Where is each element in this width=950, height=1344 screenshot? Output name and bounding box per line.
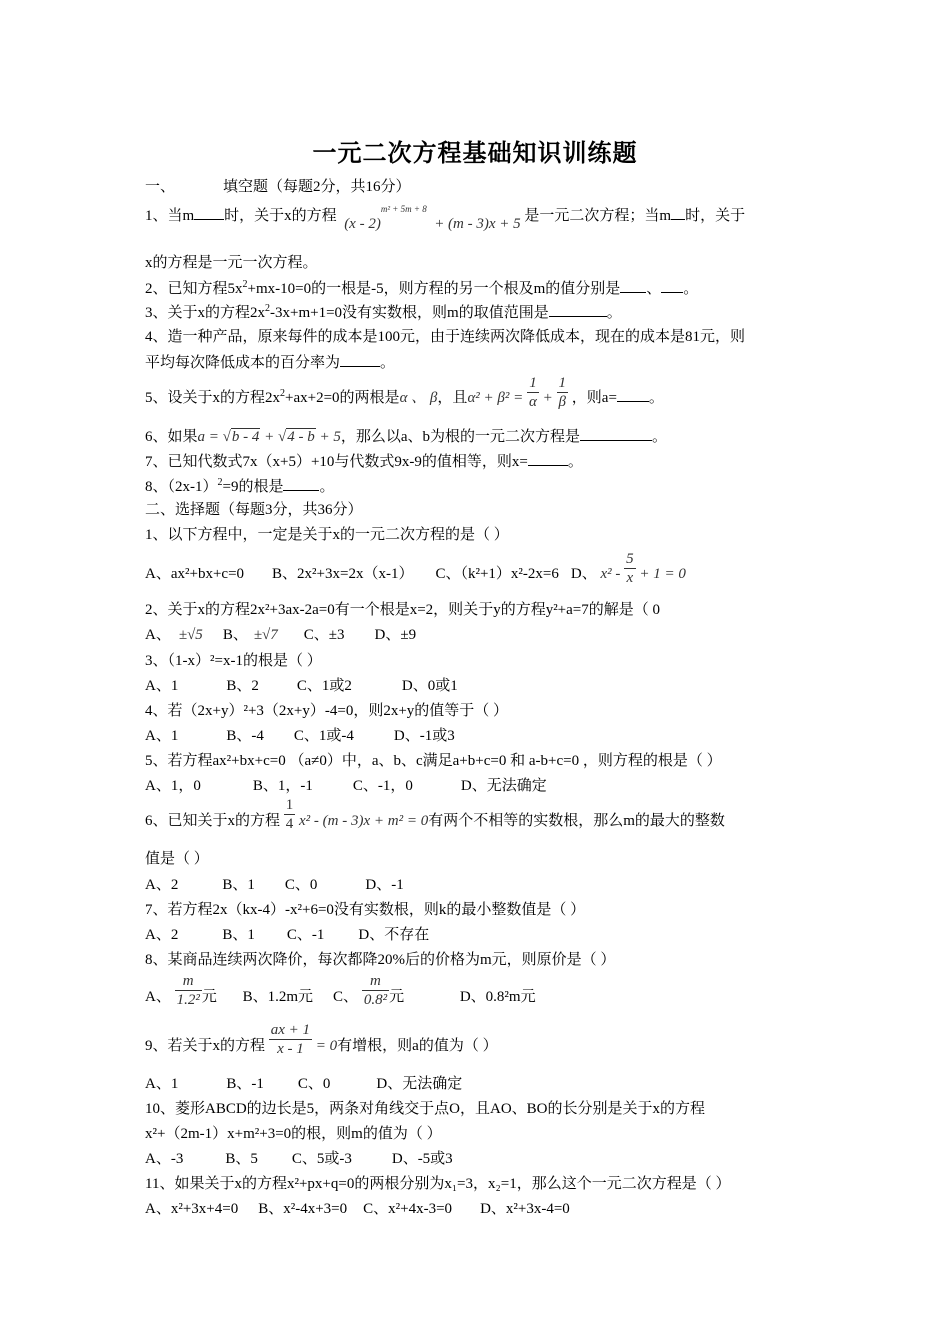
fill-q3: 3、关于x的方程$2x^2-3x+m+1=0$没有实数根，则m的取值范围是 。 [145,303,622,321]
section1-heading: 一、 填空题（每题2分，共16分） [145,179,411,195]
choice-q1-options: A、ax²+bx+c=0 B、2x²+3x=2x（x-1） C、（k²+1）x²-2x=6 D、 x² - $\frac{5}{x}$ + 1 = 0 [145,551,686,586]
choice-q6-options: A、2 B、1 C、0 D、-1 [145,877,404,893]
section2-heading: 二、选择题（每题3分，共36分） [145,502,363,518]
choice-q4-options: A、1 B、-4 C、1或-4 D、-1或3 [145,728,455,744]
choice-q7: 7、若方程2x（kx-4）-x²+6=0没有实数根，则k的最小整数值是（ ） [145,902,586,918]
choice-q9-options: A、1 B、-1 C、0 D、无法确定 [145,1076,463,1092]
choice-q6-line2: 值是（ ） [145,851,209,867]
choice-q5: 5、若方程ax²+bx+c=0 （a≠0）中，a、b、c满足a+b+c=0 和 a-b+c=0 ，则方程的根是（ ） [145,753,722,769]
choice-q6: 6、已知关于x的方程 $\frac{1}{4}$ x² - (m - 3)x + m² = 0有两个不相等的实数根，那么m的最大的整数 [145,797,725,832]
document-title: 一元二次方程基础知识训练题 [312,139,638,167]
choice-q3-options: A、1 B、2 C、1或2 D、0或1 [145,678,458,694]
choice-q2: 2、关于x的方程2x²+3ax-2a=0有一个根是x=2，则关于y的方程y²+a=7的解是（ 0 [145,602,661,618]
fill-q1: 1、当m 时，关于x的方程 (x - 2)$^{m^2 + 5m + 8}$ + (m - 3)x + 5 是一元二次方程；当m 时，关于 [145,204,746,232]
choice-q10-options: A、-3 B、5 C、5或-3 D、-5或3 [145,1151,453,1167]
choice-q8-options: A、 $\frac{m}{\text{1.2²}}$ 元 B、1.2m元 C、 $\frac{m}{\text{0.8²}}$ 元 D、0.8²m元 [145,973,536,1008]
fill-q4-line1: 4、造一种产品，原来每件的成本是100元，由于连续两次降低成本，现在的成本是81元，则 [145,329,746,345]
choice-q11: 11、如果关于x的方程x²+px+q=0的两根分别为x₁=3，x₂=1，那么这个一元二次方程是（ ） [145,1176,731,1192]
choice-q1: 1、以下方程中，一定是关于x的一元二次方程的是（ ） [145,527,509,543]
choice-q10-line1: 10、菱形ABCD的边长是5，两条对角线交于点O，且AO、BO的长分别是关于x的方程 [145,1101,706,1117]
choice-q9: 9、若关于x的方程 $\frac{ax + 1}{x - 1}$ = 0有增根，则a的值为（ ） [145,1022,498,1057]
choice-q2-options: A、 ±√5 B、 ±√7 C、±3 D、±9 [145,627,417,643]
choice-q4: 4、若（2x+y）²+3（2x+y）-4=0，则2x+y的值等于（ ） [145,703,509,719]
choice-q11-options: A、x²+3x+4=0 B、x²-4x+3=0 C、x²+4x-3=0 D、x²+3x-4=0 [145,1201,570,1217]
choice-q10-line2: x²+（2m-1）x+m²+3=0的根，则m的值为（ ） [145,1126,442,1142]
fill-q5: 5、设关于x的方程$2x^2+ax+2=0$的两根是α 、 β，且α² + β² = $\frac{1}{\alpha}$ + $\frac{1}{\beta}$ ，则a= 。 [145,375,664,410]
choice-q8: 8、某商品连续两次降价，每次都降20%后的价格为m元，则原价是（ ） [145,952,616,968]
fill-q1-cont: x的方程是一元一次方程。 [145,255,318,271]
choice-q7-options: A、2 B、1 C、-1 D、不存在 [145,927,430,943]
choice-q3: 3、（1-x）²=x-1的根是（ ） [145,653,322,669]
fill-q8: 8、$(2x-1)^2=9$的根是 。 [145,477,335,495]
fill-q2: 2、已知方程$5x^2+mx-10=0$的一根是-5，则方程的另一个根及m的值分别是 、 。 [145,279,699,297]
choice-q5-options: A、1，0 B、1，-1 C、-1，0 D、无法确定 [145,778,547,794]
fill-q4-line2: 平均每次降低成本的百分率为 。 [145,352,395,373]
fill-q7: 7、已知代数式7x（x+5）+10与代数式9x-9的值相等，则x= 。 [145,451,583,472]
fill-q6: 6、如果a = √b - 4 + √4 - b + 5，那么以a、b为根的一元二次方程是 。 [145,426,667,447]
